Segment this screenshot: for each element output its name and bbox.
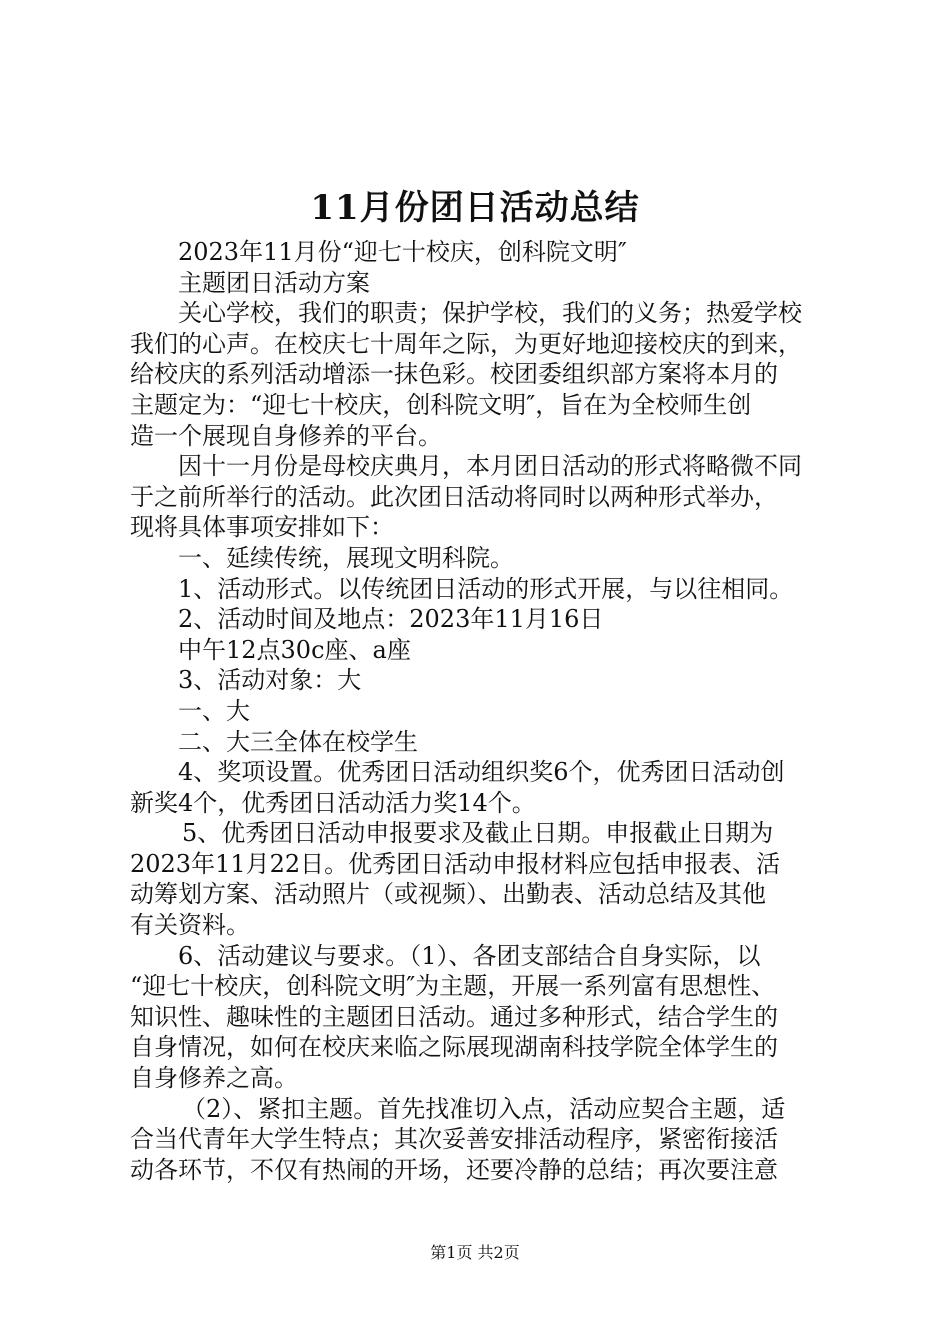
text-line: 6、活动建议与要求。（1）、各团支部结合自身实际，以 bbox=[178, 941, 761, 970]
text-line: 于之前所举行的活动。此次团日活动将同时以两种形式举办， bbox=[130, 482, 778, 511]
document-title: 11月份团日活动总结 bbox=[310, 188, 640, 228]
text-line: 关心学校，我们的职责；保护学校，我们的义务；热爱学校 bbox=[178, 299, 802, 328]
text-line: 自身情况，如何在校庆来临之际展现湖南科技学院全体学生的 bbox=[130, 1033, 778, 1062]
text-line: 二、大三全体在校学生 bbox=[178, 727, 418, 756]
text-line: 自身修养之高。 bbox=[130, 1064, 298, 1093]
text-line: 因十一月份是母校庆典月，本月团日活动的形式将略微不同 bbox=[178, 452, 802, 481]
text-line: 现将具体事项安排如下： bbox=[130, 513, 394, 542]
text-line: 知识性、趣味性的主题团日活动。通过多种形式，结合学生的 bbox=[130, 1002, 778, 1031]
text-line: 4、奖项设置。优秀团日活动组织奖6个，优秀团日活动创 bbox=[178, 758, 785, 787]
text-line: 有关资料。 bbox=[130, 911, 250, 940]
text-line: 一、延续传统，展现文明科院。 bbox=[178, 543, 514, 572]
text-line: “迎七十校庆，创科院文明″为主题，开展一系列富有思想性、 bbox=[130, 972, 776, 1001]
text-line: 我们的心声。在校庆七十周年之际，为更好地迎接校庆的到来， bbox=[130, 329, 802, 358]
text-line: 2023年11月份“迎七十校庆，创科院文明″ bbox=[178, 238, 627, 266]
text-line: 合当代青年大学生特点；其次妥善安排活动程序，紧密衔接活 bbox=[130, 1125, 778, 1154]
text-line: 2023年11月22日。优秀团日活动申报材料应包括申报表、活 bbox=[130, 849, 781, 878]
text-line: 1、活动形式。以传统团日活动的形式开展，与以往相同。 bbox=[178, 574, 794, 603]
text-line: 给校庆的系列活动增添一抹色彩。校团委组织部方案将本月的 bbox=[130, 360, 778, 389]
text-line: 中午12点30c座、a座 bbox=[178, 635, 411, 664]
text-line: 动各环节，不仅有热闹的开场，还要冷静的总结；再次要注意 bbox=[130, 1155, 778, 1184]
text-line: 主题定为：“迎七十校庆，创科院文明″，旨在为全校师生创 bbox=[130, 390, 752, 419]
text-line: 主题团日活动方案 bbox=[178, 268, 370, 297]
text-line: 5、优秀团日活动申报要求及截止日期。申报截止日期为 bbox=[182, 819, 774, 848]
text-line: 3、活动对象：大 bbox=[178, 666, 362, 695]
text-line: 一、大 bbox=[178, 696, 250, 725]
text-line: 造一个展现自身修养的平台。 bbox=[130, 421, 442, 450]
document-body bbox=[130, 237, 830, 1185]
text-line: （2）、紧扣主题。首先找准切入点，活动应契合主题，适 bbox=[182, 1094, 786, 1123]
text-line: 动筹划方案、活动照片（或视频）、出勤表、活动总结及其他 bbox=[130, 880, 766, 909]
text-line: 2、活动时间及地点：2023年11月16日 bbox=[178, 605, 604, 634]
text-line: 新奖4个，优秀团日活动活力奖14个。 bbox=[130, 788, 536, 817]
page-footer: 第1页 共2页 bbox=[430, 1243, 520, 1262]
